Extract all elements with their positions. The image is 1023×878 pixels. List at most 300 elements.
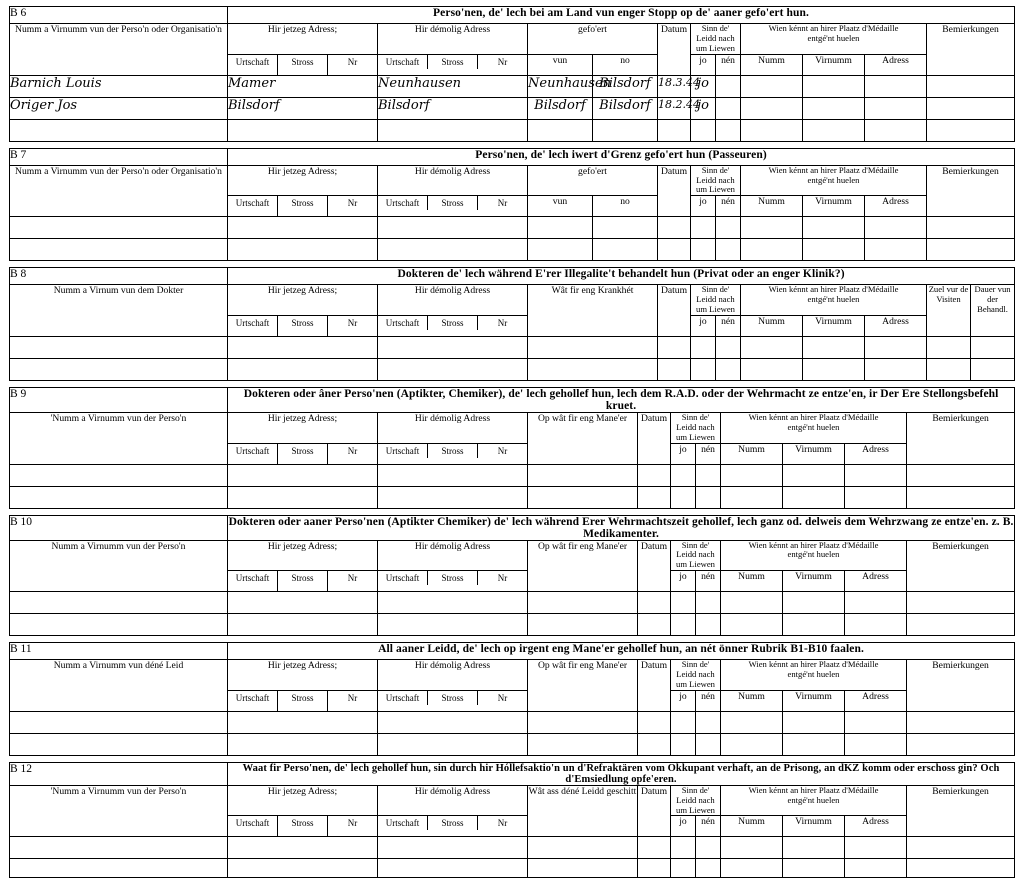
cell-addr-now[interactable]: [228, 733, 378, 755]
subheader-nen: nén: [696, 571, 721, 592]
cell-medal-virnumm[interactable]: [803, 97, 865, 119]
subheader-jo: jo: [671, 443, 696, 464]
cell-remarks[interactable]: [907, 486, 1015, 508]
table-row[interactable]: [10, 119, 1015, 141]
cell-addr-now[interactable]: [228, 358, 378, 380]
cell-remarks[interactable]: [907, 859, 1015, 878]
subheader-addr-now: Urtschaft Stross Nr: [228, 571, 378, 592]
cell-medal-virnumm[interactable]: [783, 859, 845, 878]
table-row[interactable]: [10, 614, 1015, 636]
cell-addr-now[interactable]: [228, 239, 378, 261]
cell-medal-numm[interactable]: [721, 733, 783, 755]
subheader-to: no: [593, 54, 658, 75]
subheader-addr-now: Urtschaft Stross Nr: [228, 54, 378, 75]
col-header-address-now: Hir jetzeg Adress;: [228, 285, 378, 316]
cell-to[interactable]: [593, 217, 658, 239]
subheader-adress: Adress: [865, 315, 927, 336]
cell-remarks[interactable]: [927, 97, 1015, 119]
cell-name[interactable]: Barnich Louis: [10, 75, 228, 97]
cell-name[interactable]: [10, 486, 228, 508]
cell-datum[interactable]: [638, 592, 671, 614]
cell-medal-numm[interactable]: [721, 859, 783, 878]
section-title: Dokteren oder aaner Perso'nen (Aptikter Chemiker) de' lech während Erer Wehrmachtszeit gehollef, lech ganz od. delweis dem Wehrzwang ze entze'en. z. B. Medikamenter.: [228, 515, 1014, 540]
section-b11: [9, 642, 1015, 756]
cell-nen[interactable]: [716, 239, 741, 261]
col-header-transport: gefo'ert: [528, 24, 658, 55]
subheader-addr-former: Urtschaft Stross Nr: [378, 54, 528, 75]
col-header-datum: Datum: [638, 540, 671, 592]
cell-datum[interactable]: [638, 464, 671, 486]
cell-addr-former[interactable]: [378, 859, 528, 878]
cell-medal-numm[interactable]: [741, 75, 803, 97]
cell-medal-virnumm[interactable]: [803, 336, 865, 358]
col-header-manner: Op wât fir eng Mane'er: [528, 540, 638, 592]
cell-datum[interactable]: [658, 239, 691, 261]
cell-medal-virnumm[interactable]: [783, 614, 845, 636]
cell-addr-former[interactable]: Neunhausen: [378, 75, 528, 97]
section-id: B 10: [10, 515, 228, 540]
cell-what-happened[interactable]: [528, 859, 638, 878]
cell-remarks[interactable]: [927, 217, 1015, 239]
subheader-jo: jo: [671, 690, 696, 711]
cell-treatment-duration[interactable]: [971, 336, 1015, 358]
cell-addr-now[interactable]: Bilsdorf: [228, 97, 378, 119]
subheader-numm: Numm: [721, 816, 783, 837]
cell-medal-virnumm[interactable]: [803, 358, 865, 380]
col-header-datum: Datum: [638, 660, 671, 712]
cell-nen[interactable]: [716, 75, 741, 97]
cell-datum[interactable]: [638, 733, 671, 755]
cell-medal-numm[interactable]: [741, 217, 803, 239]
cell-medal-numm[interactable]: [721, 486, 783, 508]
cell-medal-virnumm[interactable]: [783, 486, 845, 508]
subheader-virnumm: Virnumm: [783, 443, 845, 464]
subheader-nen: nén: [696, 816, 721, 837]
cell-from[interactable]: [528, 119, 593, 141]
cell-jo[interactable]: jo: [691, 75, 716, 97]
cell-medal-numm[interactable]: [721, 837, 783, 859]
cell-remarks[interactable]: [907, 592, 1015, 614]
table-row[interactable]: [10, 97, 1015, 119]
cell-from[interactable]: [528, 239, 593, 261]
subheader-jo: jo: [691, 315, 716, 336]
subheader-addr-former: Urtschaft Stross Nr: [378, 196, 528, 217]
cell-medal-virnumm[interactable]: [803, 239, 865, 261]
cell-medal-adress[interactable]: [845, 733, 907, 755]
cell-addr-now[interactable]: [228, 592, 378, 614]
cell-jo[interactable]: [691, 239, 716, 261]
col-header-medal: Wien kénnt an hirer Plaatz d'Médaille entgé'nt huelen: [741, 165, 927, 196]
cell-medal-virnumm[interactable]: [783, 733, 845, 755]
col-header-risk: Sinn de' Leidd nach um Liewen: [691, 24, 741, 55]
cell-nen[interactable]: [696, 486, 721, 508]
cell-nen[interactable]: [696, 464, 721, 486]
cell-remarks[interactable]: [927, 75, 1015, 97]
col-header-address-former: Hir démolig Adress: [378, 412, 528, 443]
cell-manner[interactable]: [528, 614, 638, 636]
cell-addr-former[interactable]: [378, 358, 528, 380]
subheader-jo: jo: [671, 816, 696, 837]
section-id: B 12: [10, 762, 228, 785]
cell-to[interactable]: [593, 239, 658, 261]
cell-remarks[interactable]: [927, 239, 1015, 261]
table-row[interactable]: [10, 358, 1015, 380]
cell-name[interactable]: [10, 358, 228, 380]
cell-what-happened[interactable]: [528, 837, 638, 859]
cell-medal-virnumm[interactable]: [783, 464, 845, 486]
subheader-adress: Adress: [845, 443, 907, 464]
col-header-risk: Sinn de' Leidd nach um Liewen: [671, 660, 721, 691]
cell-medal-virnumm[interactable]: [783, 837, 845, 859]
cell-medal-numm[interactable]: [741, 97, 803, 119]
cell-name[interactable]: [10, 592, 228, 614]
table-row[interactable]: [10, 217, 1015, 239]
subheader-numm: Numm: [741, 196, 803, 217]
cell-addr-now[interactable]: [228, 217, 378, 239]
col-header-remarks: Bemierkungen: [927, 24, 1015, 76]
col-header-name: 'Numm a Virnumm vun der Perso'n: [10, 412, 228, 464]
cell-medal-adress[interactable]: [845, 614, 907, 636]
cell-medal-numm[interactable]: [741, 358, 803, 380]
subheader-nen: nén: [716, 54, 741, 75]
cell-medal-numm[interactable]: [741, 336, 803, 358]
cell-to[interactable]: Bilsdorf: [593, 97, 658, 119]
subheader-virnumm: Virnumm: [783, 690, 845, 711]
cell-addr-now[interactable]: Mamer: [228, 75, 378, 97]
col-header-address-now: Hir jetzeg Adress;: [228, 165, 378, 196]
subheader-addr-now: Urtschaft Stross Nr: [228, 443, 378, 464]
cell-visit-count[interactable]: [927, 336, 971, 358]
cell-remarks[interactable]: [907, 837, 1015, 859]
col-header-medal: Wien kénnt an hirer Plaatz d'Médaille entgé'nt huelen: [721, 540, 907, 571]
table-row[interactable]: [10, 239, 1015, 261]
section-title: All aaner Leidd, de' lech op irgent eng Mane'er gehollef hun, an nét önner Rubrik B1-B10 faalen.: [228, 643, 1015, 660]
cell-manner[interactable]: [528, 486, 638, 508]
cell-medal-adress[interactable]: [865, 217, 927, 239]
table-row[interactable]: [10, 733, 1015, 755]
subheader-addr-now: Urtschaft Stross Nr: [228, 816, 378, 837]
col-header-visit-count: Zuel vur de Visiten: [927, 285, 971, 337]
subheader-nen: nén: [716, 196, 741, 217]
col-header-address-former: Hir démolig Adress: [378, 165, 528, 196]
col-header-address-former: Hir démolig Adress: [378, 285, 528, 316]
cell-datum[interactable]: [658, 217, 691, 239]
col-header-name: 'Numm a Virnumm vun der Perso'n: [10, 785, 228, 837]
cell-addr-former[interactable]: [378, 486, 528, 508]
cell-from[interactable]: [528, 217, 593, 239]
col-header-medal: Wien kénnt an hirer Plaatz d'Médaille entgé'nt huelen: [721, 660, 907, 691]
col-header-remarks: Bemierkungen: [907, 540, 1015, 592]
cell-remarks[interactable]: [907, 614, 1015, 636]
cell-datum[interactable]: 18.2.44: [658, 97, 691, 119]
cell-visit-count[interactable]: [927, 358, 971, 380]
col-header-datum: Datum: [658, 24, 691, 76]
cell-addr-now[interactable]: [228, 464, 378, 486]
subheader-jo: jo: [691, 54, 716, 75]
table-row[interactable]: [10, 592, 1015, 614]
section-id: B 8: [10, 268, 228, 285]
subheader-adress: Adress: [865, 196, 927, 217]
col-header-what-happened: Wât ass déné Leidd geschitt: [528, 785, 638, 837]
cell-medal-adress[interactable]: [845, 837, 907, 859]
col-header-address-now: Hir jetzeg Adress;: [228, 785, 378, 816]
cell-jo[interactable]: jo: [691, 97, 716, 119]
col-header-medal: Wien kénnt an hirer Plaatz d'Médaille entgé'nt huelen: [741, 285, 927, 316]
col-header-manner: Op wât fir eng Mane'er: [528, 660, 638, 712]
cell-name[interactable]: [10, 733, 228, 755]
cell-nen[interactable]: [716, 336, 741, 358]
col-header-remarks: Bemierkungen: [907, 660, 1015, 712]
cell-jo[interactable]: [691, 358, 716, 380]
cell-remarks[interactable]: [927, 119, 1015, 141]
cell-manner[interactable]: [528, 592, 638, 614]
cell-medal-numm[interactable]: [721, 614, 783, 636]
cell-medal-adress[interactable]: [865, 75, 927, 97]
section-title: Perso'nen, de' lech bei am Land vun enger Stopp op de' aaner gefo'ert hun.: [228, 7, 1015, 24]
cell-from[interactable]: Neunhausen: [528, 75, 593, 97]
subheader-addr-former: Urtschaft Stross Nr: [378, 315, 528, 336]
cell-name[interactable]: [10, 859, 228, 878]
col-header-medal: Wien kénnt an hirer Plaatz d'Médaille entgé'nt huelen: [721, 412, 907, 443]
cell-jo[interactable]: [671, 733, 696, 755]
subheader-addr-former: Urtschaft Stross Nr: [378, 816, 528, 837]
subheader-addr-now: Urtschaft Stross Nr: [228, 196, 378, 217]
col-header-name: Numm a Virnum vun dem Dokter: [10, 285, 228, 337]
cell-medal-adress[interactable]: [845, 859, 907, 878]
cell-name[interactable]: [10, 464, 228, 486]
cell-medal-virnumm[interactable]: [783, 592, 845, 614]
cell-medal-virnumm[interactable]: [803, 75, 865, 97]
col-header-remarks: Bemierkungen: [907, 412, 1015, 464]
subheader-to: no: [593, 196, 658, 217]
cell-datum[interactable]: [658, 119, 691, 141]
section-title: Waat fir Perso'nen, de' lech gehollef hun, sin durch hir Hóllefsaktio'n un d'Refraktären vom Okkupant verhaft, an de Prisong, an dKZ komm oder erschoss gin? Och d'Emsiedlung opfe'eren.: [228, 762, 1015, 785]
col-header-address-now: Hir jetzeg Adress;: [228, 660, 378, 691]
subheader-virnumm: Virnumm: [783, 571, 845, 592]
subheader-virnumm: Virnumm: [803, 54, 865, 75]
cell-addr-former[interactable]: [378, 733, 528, 755]
cell-remarks[interactable]: [907, 733, 1015, 755]
cell-jo[interactable]: [691, 119, 716, 141]
cell-name[interactable]: [10, 336, 228, 358]
subheader-addr-now: Urtschaft Stross Nr: [228, 690, 378, 711]
col-header-address-former: Hir démolig Adress: [378, 540, 528, 571]
subheader-addr-now: Urtschaft Stross Nr: [228, 315, 378, 336]
cell-manner[interactable]: [528, 464, 638, 486]
section-title: Perso'nen, de' lech iwert d'Grenz gefo'ert hun (Passeuren): [228, 148, 1015, 165]
subheader-nen: nén: [696, 443, 721, 464]
cell-medal-adress[interactable]: [865, 119, 927, 141]
cell-jo[interactable]: [671, 464, 696, 486]
cell-to[interactable]: [593, 119, 658, 141]
col-header-remarks: Bemierkungen: [927, 165, 1015, 217]
cell-addr-former[interactable]: [378, 592, 528, 614]
cell-medal-adress[interactable]: [865, 97, 927, 119]
col-header-transport: gefo'ert: [528, 165, 658, 196]
cell-addr-former[interactable]: [378, 464, 528, 486]
section-id: B 11: [10, 643, 228, 660]
col-header-remarks: Bemierkungen: [907, 785, 1015, 837]
cell-medal-adress[interactable]: [845, 592, 907, 614]
cell-name[interactable]: [10, 837, 228, 859]
col-header-datum: Datum: [638, 412, 671, 464]
cell-addr-former[interactable]: [378, 239, 528, 261]
subheader-jo: jo: [691, 196, 716, 217]
cell-datum[interactable]: [638, 837, 671, 859]
cell-medal-numm[interactable]: [741, 239, 803, 261]
document-page: [0, 6, 1023, 829]
cell-jo[interactable]: [671, 592, 696, 614]
cell-jo[interactable]: [691, 217, 716, 239]
cell-medal-adress[interactable]: [845, 464, 907, 486]
col-header-risk: Sinn de' Leidd nach um Liewen: [671, 412, 721, 443]
col-header-datum: Datum: [658, 285, 691, 337]
cell-datum[interactable]: [658, 336, 691, 358]
cell-addr-former[interactable]: [378, 837, 528, 859]
subheader-numm: Numm: [721, 690, 783, 711]
cell-medal-adress[interactable]: [865, 239, 927, 261]
section-id: B 9: [10, 387, 228, 412]
cell-nen[interactable]: [696, 592, 721, 614]
col-header-address-now: Hir jetzeg Adress;: [228, 24, 378, 55]
cell-medal-numm[interactable]: [721, 464, 783, 486]
section-b8: [9, 267, 1015, 381]
subheader-numm: Numm: [741, 315, 803, 336]
cell-addr-former[interactable]: [378, 336, 528, 358]
subheader-addr-former: Urtschaft Stross Nr: [378, 571, 528, 592]
cell-addr-former[interactable]: Bilsdorf: [378, 97, 528, 119]
cell-nen[interactable]: [696, 837, 721, 859]
cell-addr-now[interactable]: [228, 119, 378, 141]
table-row[interactable]: [10, 336, 1015, 358]
subheader-jo: jo: [671, 571, 696, 592]
cell-datum[interactable]: [638, 486, 671, 508]
cell-name[interactable]: [10, 614, 228, 636]
subheader-virnumm: Virnumm: [803, 196, 865, 217]
cell-medal-adress[interactable]: [865, 336, 927, 358]
col-header-address-now: Hir jetzeg Adress;: [228, 540, 378, 571]
cell-nen[interactable]: [696, 733, 721, 755]
cell-datum[interactable]: 18.3.44: [658, 75, 691, 97]
table-row[interactable]: [10, 837, 1015, 859]
col-header-illness: Wât fir eng Krankhét: [528, 285, 658, 337]
cell-nen[interactable]: [696, 614, 721, 636]
subheader-numm: Numm: [741, 54, 803, 75]
cell-datum[interactable]: [638, 859, 671, 878]
cell-remarks[interactable]: [907, 464, 1015, 486]
subheader-from: vun: [528, 196, 593, 217]
cell-jo[interactable]: [671, 859, 696, 878]
col-header-risk: Sinn de' Leidd nach um Liewen: [691, 165, 741, 196]
cell-from[interactable]: Bilsdorf: [528, 97, 593, 119]
table-row[interactable]: [10, 75, 1015, 97]
section-title: Dokteren oder âner Perso'nen (Aptikter, Chemiker), de' lech gehollef hun, lech dem R.A.D. oder der Wehrmacht ze entze'en, ir Der Ere Stellongsbefehl kruet.: [228, 387, 1015, 412]
col-header-name: Numm a Virnumm vun der Perso'n oder Organisatio'n: [10, 24, 228, 76]
subheader-nen: nén: [716, 315, 741, 336]
cell-jo[interactable]: [671, 486, 696, 508]
subheader-numm: Numm: [721, 571, 783, 592]
cell-datum[interactable]: [638, 614, 671, 636]
cell-jo[interactable]: [671, 837, 696, 859]
subheader-virnumm: Virnumm: [783, 816, 845, 837]
col-header-name: Numm a Virnumm vun der Perso'n: [10, 540, 228, 592]
cell-addr-former[interactable]: [378, 217, 528, 239]
subheader-adress: Adress: [845, 690, 907, 711]
cell-medal-adress[interactable]: [845, 486, 907, 508]
col-header-risk: Sinn de' Leidd nach um Liewen: [671, 785, 721, 816]
subheader-adress: Adress: [845, 816, 907, 837]
cell-medal-adress[interactable]: [865, 358, 927, 380]
section-b7: [9, 148, 1015, 262]
cell-nen[interactable]: [716, 119, 741, 141]
cell-to[interactable]: Bilsdorf: [593, 75, 658, 97]
col-header-datum: Datum: [638, 785, 671, 837]
col-header-name: Numm a Virnumm vun déné Leid: [10, 660, 228, 712]
cell-addr-now[interactable]: [228, 837, 378, 859]
table-row[interactable]: [10, 859, 1015, 878]
section-b9: [9, 387, 1015, 509]
cell-addr-former[interactable]: [378, 614, 528, 636]
col-header-risk: Sinn de' Leidd nach um Liewen: [691, 285, 741, 316]
section-id: B 6: [10, 7, 228, 24]
cell-name[interactable]: [10, 119, 228, 141]
cell-treatment-duration[interactable]: [971, 358, 1015, 380]
subheader-numm: Numm: [721, 443, 783, 464]
subheader-addr-former: Urtschaft Stross Nr: [378, 443, 528, 464]
col-header-address-now: Hir jetzeg Adress;: [228, 412, 378, 443]
cell-name[interactable]: [10, 217, 228, 239]
cell-nen[interactable]: [716, 358, 741, 380]
cell-nen[interactable]: [696, 859, 721, 878]
table-row[interactable]: [10, 464, 1015, 486]
cell-manner[interactable]: [528, 733, 638, 755]
section-id: B 7: [10, 148, 228, 165]
cell-medal-virnumm[interactable]: [803, 119, 865, 141]
cell-datum[interactable]: [658, 358, 691, 380]
subheader-from: vun: [528, 54, 593, 75]
section-b6: [9, 6, 1015, 142]
cell-jo[interactable]: [691, 336, 716, 358]
cell-addr-now[interactable]: [228, 859, 378, 878]
cell-addr-now[interactable]: [228, 486, 378, 508]
subheader-nen: nén: [696, 690, 721, 711]
section-b10: [9, 515, 1015, 637]
cell-jo[interactable]: [671, 614, 696, 636]
section-b12: [9, 762, 1015, 878]
cell-medal-virnumm[interactable]: [803, 217, 865, 239]
cell-nen[interactable]: [716, 97, 741, 119]
cell-addr-now[interactable]: [228, 614, 378, 636]
cell-illness[interactable]: [528, 358, 658, 380]
col-header-name: Numm a Virnumm vun der Perso'n oder Organisatio'n: [10, 165, 228, 217]
section-title: Dokteren de' lech während E'rer Illegalite't behandelt hun (Privat oder an enger Klinik?): [228, 268, 1015, 285]
cell-addr-now[interactable]: [228, 336, 378, 358]
cell-name[interactable]: [10, 239, 228, 261]
col-header-medal: Wien kénnt an hirer Plaatz d'Médaille entgé'nt huelen: [741, 24, 927, 55]
subheader-adress: Adress: [845, 571, 907, 592]
col-header-treatment-duration: Dauer vun der Behandl.: [971, 285, 1015, 337]
col-header-manner: Op wât fir eng Mane'er: [528, 412, 638, 464]
col-header-address-former: Hir démolig Adress: [378, 24, 528, 55]
cell-medal-numm[interactable]: [721, 592, 783, 614]
col-header-address-former: Hir démolig Adress: [378, 660, 528, 691]
cell-medal-numm[interactable]: [741, 119, 803, 141]
cell-illness[interactable]: [528, 336, 658, 358]
cell-name[interactable]: Origer Jos: [10, 97, 228, 119]
cell-addr-former[interactable]: [378, 119, 528, 141]
table-row[interactable]: [10, 486, 1015, 508]
cell-nen[interactable]: [716, 217, 741, 239]
